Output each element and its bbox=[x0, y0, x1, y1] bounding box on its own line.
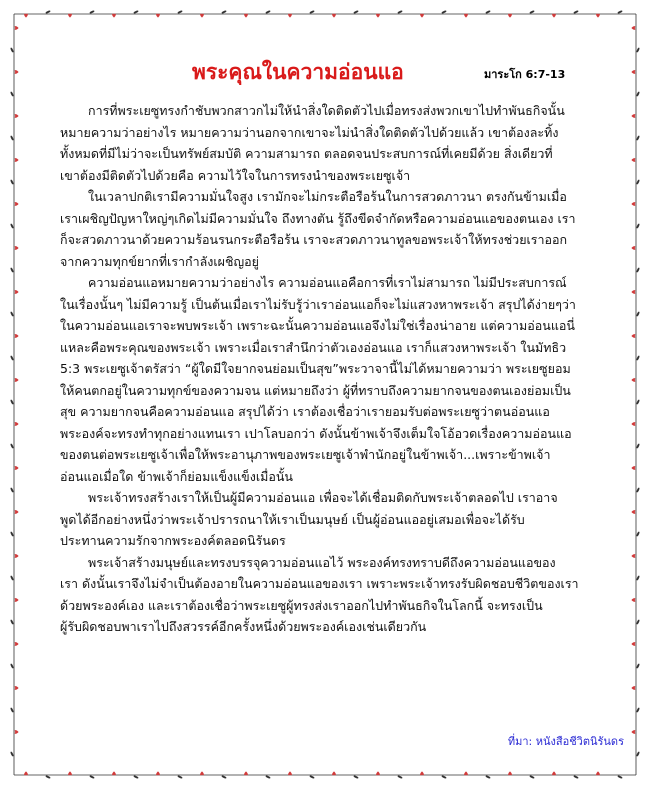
leaf-icon bbox=[221, 775, 227, 779]
leaf-icon bbox=[10, 267, 14, 273]
text-line: ความอ่อนแอหมายความว่าอย่างไร ความอ่อนแอคือการที่เราไม่สามารถ ไม่มีประสบการณ์ bbox=[88, 275, 567, 290]
heart-icon bbox=[631, 334, 635, 338]
leaf-icon bbox=[636, 443, 640, 449]
heart-icon bbox=[15, 510, 19, 514]
text-line: ในเรื่องนั้นๆ ไม่มีความรู้ เป็นต้นเมื่อเราไม่รับรู้ว่าเราอ่อนแอก็จะไม่แสวงหาพระเจ้า สรุปได้ง่ายๆว่า bbox=[60, 296, 576, 312]
leaf-icon bbox=[89, 775, 95, 779]
leaf-icon bbox=[485, 10, 491, 14]
leaf-icon bbox=[636, 355, 640, 361]
leaf-icon bbox=[10, 663, 14, 669]
leaf-icon bbox=[636, 179, 640, 185]
leaf-icon bbox=[636, 267, 640, 273]
leaf-icon bbox=[10, 619, 14, 625]
leaf-icon bbox=[636, 575, 640, 581]
heart-icon bbox=[631, 246, 635, 250]
leaf-icon bbox=[10, 135, 14, 141]
leaf-icon bbox=[10, 355, 14, 361]
leaf-icon bbox=[636, 751, 640, 757]
leaf-icon bbox=[309, 10, 315, 14]
heart-icon bbox=[15, 466, 19, 470]
heart-icon bbox=[15, 730, 19, 734]
text-line: พระเจ้าสร้างมนุษย์และทรงบรรจุความอ่อนแอไว้ พระองค์ทรงทราบดีถึงความอ่อนแอของ bbox=[88, 554, 556, 570]
heart-icon bbox=[631, 290, 635, 294]
leaf-icon bbox=[177, 775, 183, 779]
leaf-icon bbox=[265, 775, 271, 779]
leaf-icon bbox=[636, 487, 640, 493]
leaf-icon bbox=[441, 10, 447, 14]
leaf-icon bbox=[10, 487, 14, 493]
heart-icon bbox=[15, 246, 19, 250]
leaf-icon bbox=[10, 179, 14, 185]
text-line: การที่พระเยซูทรงกำชับพวกสาวกไม่ให้นำสิ่งใดติดตัวไปเมื่อทรงส่งพวกเขาไปทำพันธกิจนั้น bbox=[88, 103, 565, 118]
text-line-split bbox=[60, 466, 610, 488]
leaf-icon bbox=[441, 775, 447, 779]
leaf-icon bbox=[636, 47, 640, 53]
leaf-icon bbox=[636, 311, 640, 317]
text-line: ในเวลาปกติเรามีความมั่นใจสูง เรามักจะไม่กระตือรือร้นในการสวดภาวนา ตรงกันข้ามเมื่อ bbox=[88, 189, 567, 204]
leaf-icon bbox=[636, 663, 640, 669]
heart-icon bbox=[15, 422, 19, 426]
heart-icon bbox=[631, 202, 635, 206]
leaf-icon bbox=[529, 775, 535, 779]
heart-icon bbox=[15, 70, 19, 74]
leaf-icon bbox=[89, 10, 95, 14]
document-content bbox=[60, 56, 610, 638]
text-line: พระเจ้าทรงสร้างเราให้เป็นผู้มีความอ่อนแอ เพื่อจะได้เชื่อมติดกับพระเจ้าตลอดไป เราอาจ bbox=[88, 490, 558, 505]
heart-icon bbox=[15, 26, 19, 30]
leaf-icon bbox=[10, 751, 14, 757]
leaf-icon bbox=[353, 10, 359, 14]
text-line: พระองค์จะทรงทำทุกอย่างแทนเรา เปาโลบอกว่า ดังนั้นข้าพเจ้าจึงเต็มใจโอ้อวดเรื่องความอ่อนแอ bbox=[60, 425, 572, 441]
paragraph-4 bbox=[60, 487, 610, 552]
text-line: เรา ดังนั้นเราจึงไม่จำเป็นต้องอายในความอ่อนแอของเรา เพราะพระเจ้าทรงรับผิดชอบชีวิตของเรา bbox=[60, 576, 579, 591]
heart-icon bbox=[15, 554, 19, 558]
paragraph-3 bbox=[60, 272, 610, 487]
leaf-icon bbox=[617, 775, 623, 779]
heart-icon bbox=[631, 466, 635, 470]
leaf-icon bbox=[10, 399, 14, 405]
leaf-icon bbox=[133, 775, 139, 779]
header bbox=[60, 56, 610, 86]
leaf-icon bbox=[10, 311, 14, 317]
heart-icon bbox=[631, 510, 635, 514]
heart-icon bbox=[15, 202, 19, 206]
text-line: ประทานความรักจากพระองค์ตลอดนิรันดร bbox=[60, 533, 286, 548]
paragraph-2 bbox=[60, 186, 610, 272]
text-line: ทั้งหมดที่มีไม่ว่าจะเป็นทรัพย์สมบัติ ความสามารถ ตลอดจนประสบการณ์ที่เคยมีด้วย สิ่งเดียวที่ bbox=[60, 146, 553, 161]
heart-icon bbox=[15, 334, 19, 338]
text-line: สุข ความยากจนคือความอ่อนแอ สรุปได้ว่า เราต้องเชื่อว่าเรายอมรับต่อพระเยซูว่าตนอ่อนแอ bbox=[60, 404, 550, 419]
leaf-icon bbox=[636, 399, 640, 405]
leaf-icon bbox=[10, 707, 14, 713]
heart-icon bbox=[15, 158, 19, 162]
text-line: ในความอ่อนแอเราจะพบพระเจ้า เพราะฉะนั้นความอ่อนแอจึงไม่ใช่เรื่องน่าอาย แต่ความอ่อนแอนี่ bbox=[60, 318, 575, 333]
scripture-reference: มาระโก 6:7-13 bbox=[484, 68, 566, 81]
heart-icon bbox=[631, 422, 635, 426]
leaf-icon bbox=[10, 575, 14, 581]
heart-icon bbox=[631, 114, 635, 118]
leaf-icon bbox=[10, 47, 14, 53]
document-body bbox=[60, 100, 610, 638]
text-line: เราเผชิญปัญหาใหญ่ๆเกิดไม่มีความมั่นใจ ถึงทางตัน รู้ถึงขีดจำกัดหรือความอ่อนแอของตนเอง เรา bbox=[60, 210, 576, 226]
heart-icon bbox=[15, 642, 19, 646]
leaf-icon bbox=[133, 10, 139, 14]
leaf-icon bbox=[221, 10, 227, 14]
leaf-icon bbox=[636, 91, 640, 97]
leaf-icon bbox=[636, 531, 640, 537]
heart-icon bbox=[631, 686, 635, 690]
heart-icon bbox=[631, 598, 635, 602]
leaf-icon bbox=[573, 10, 579, 14]
heart-icon bbox=[15, 290, 19, 294]
heart-icon bbox=[631, 642, 635, 646]
heart-icon bbox=[15, 686, 19, 690]
leaf-icon bbox=[177, 10, 183, 14]
leaf-icon bbox=[485, 775, 491, 779]
text-fragment-left: อ่อนแอเมื่อใด bbox=[60, 468, 134, 484]
text-line: หมายความว่าอย่างไร หมายความว่านอกจากเขาจะไม่นำสิ่งใดติดตัวไปด้วยแล้ว เขาต้องละทิ้ง bbox=[60, 124, 559, 140]
text-line: แหละคือพระคุณของพระเจ้า เพราะเมื่อเราสำนึกว่าตัวเองอ่อนแอ เราก็แสวงหาพระเจ้า ในมัทธิว bbox=[60, 339, 567, 355]
leaf-icon bbox=[397, 775, 403, 779]
text-line: เขาต้องมีติดตัวไปด้วยคือ ความไว้ใจในการทรงนำของพระเยซูเจ้า bbox=[60, 167, 411, 183]
text-line: ให้คนตกอยู่ในความทุกข์ของความจน แต่หมายถึงว่า ผู้ที่ทราบถึงความยากจนของตนเองย่อมเป็น bbox=[60, 382, 571, 398]
text-line: ก็จะสวดภาวนาด้วยความร้อนรนกระตือรือร้น เราจะสวดภาวนาทูลขอพระเจ้าให้ทรงช่วยเราออก bbox=[60, 232, 568, 247]
text-line: ด้วยพระองค์เอง และเราต้องเชื่อว่าพระเยซูผู้ทรงส่งเราออกไปทำพันธกิจในโลกนี้ จะทรงเป็น bbox=[60, 597, 543, 613]
heart-icon bbox=[631, 26, 635, 30]
leaf-icon bbox=[45, 775, 51, 779]
leaf-icon bbox=[10, 223, 14, 229]
heart-icon bbox=[15, 114, 19, 118]
text-line: ผู้รับผิดชอบพาเราไปถึงสวรรค์อีกครั้งหนึ่งด้วยพระองค์เองเช่นเดียวกัน bbox=[60, 619, 427, 634]
leaf-icon bbox=[45, 10, 51, 14]
paragraph-5 bbox=[60, 552, 610, 638]
heart-icon bbox=[631, 730, 635, 734]
page-title: พระคุณในความอ่อนแอ bbox=[192, 60, 404, 84]
heart-icon bbox=[631, 158, 635, 162]
leaf-icon bbox=[10, 91, 14, 97]
source-credit: ที่มา: หนังสือชีวิตนิรันดร bbox=[507, 735, 624, 748]
leaf-icon bbox=[636, 223, 640, 229]
heart-icon bbox=[631, 378, 635, 382]
leaf-icon bbox=[636, 707, 640, 713]
text-fragment-right: ข้าพเจ้าก็ย่อมแข็งแข็งเมื่อนั้น bbox=[137, 468, 293, 484]
leaf-icon bbox=[309, 775, 315, 779]
leaf-icon bbox=[636, 619, 640, 625]
leaf-icon bbox=[10, 443, 14, 449]
heart-icon bbox=[631, 554, 635, 558]
leaf-icon bbox=[397, 10, 403, 14]
paragraph-1 bbox=[60, 100, 610, 186]
heart-icon bbox=[15, 598, 19, 602]
text-line: 5:3 พระเยซูเจ้าตรัสว่า “ผู้ใดมีใจยากจนย่อมเป็นสุข”พระวาจานี้ไม่ได้หมายความว่า พระเยซูยอม bbox=[60, 361, 571, 376]
heart-icon bbox=[631, 70, 635, 74]
leaf-icon bbox=[353, 775, 359, 779]
text-line: ของตนต่อพระเยซูเจ้าเพื่อให้พระอานุภาพของพระเยซูเจ้าพำนักอยู่ในข้าพเจ้า...เพราะข้าพเจ้า bbox=[60, 447, 551, 462]
leaf-icon bbox=[617, 10, 623, 14]
leaf-icon bbox=[10, 531, 14, 537]
text-line: พูดได้อีกอย่างหนึ่งว่าพระเจ้าปรารถนาให้เราเป็นมนุษย์ เป็นผู้อ่อนแออยู่เสมอเพื่อจะได้รับ bbox=[60, 511, 525, 527]
leaf-icon bbox=[529, 10, 535, 14]
heart-icon bbox=[15, 378, 19, 382]
leaf-icon bbox=[265, 10, 271, 14]
leaf-icon bbox=[573, 775, 579, 779]
leaf-icon bbox=[636, 135, 640, 141]
text-line: จากความทุกข์ยากที่เรากำลังเผชิญอยู่ bbox=[60, 253, 259, 269]
